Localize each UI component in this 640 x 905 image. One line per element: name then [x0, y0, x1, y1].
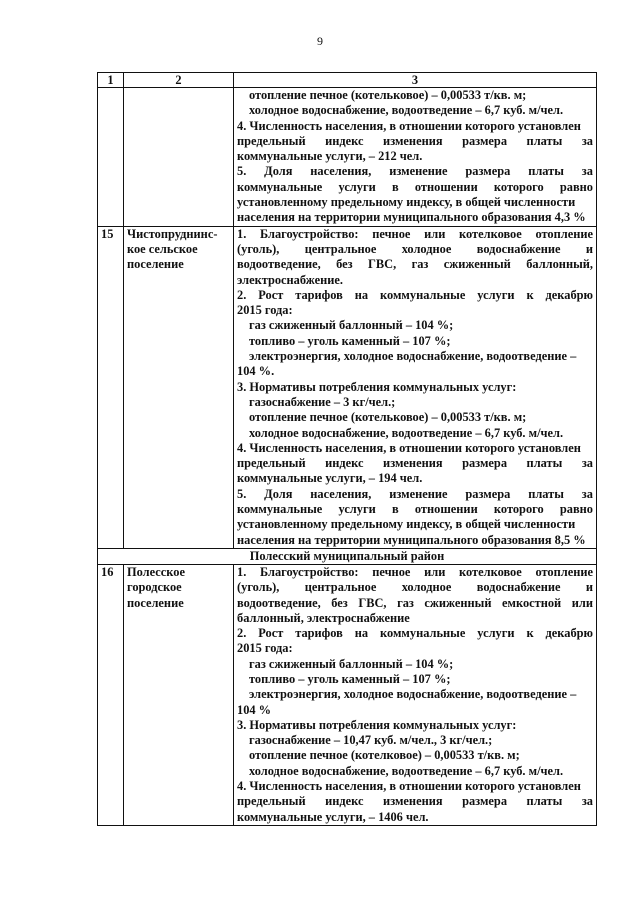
text-line: предельный индекс изменения размера платы за [237, 133, 593, 148]
text-line: 104 % [237, 702, 272, 717]
text-line: 4. Численность населения, в отношении которого установлен [237, 440, 581, 455]
name-line: поселение [127, 595, 184, 610]
row15-text [237, 227, 593, 548]
header-col-3: 3 [234, 73, 597, 88]
name-line: Полесское [127, 564, 185, 579]
text-line: (уголь), центральное холодное водоснабжение и [237, 241, 593, 256]
row16-text [237, 565, 593, 825]
text-line: 4. Численность населения, в отношении которого установлен [237, 779, 581, 794]
text-line: установленному предельному индексу, в общей численности [237, 195, 576, 210]
cell-description [234, 226, 597, 548]
text-line: 4. Численность населения, в отношении которого установлен [237, 118, 581, 133]
text-line: отопление печное (котельковое) – 0,00533 т/кв. м; [249, 88, 527, 102]
text-line: газоснабжение – 3 кг/чел.; [249, 394, 396, 409]
text-line: коммунальные услуги, – 194 чел. [237, 471, 423, 486]
text-line: 2015 года: [237, 303, 293, 318]
text-line: предельный индекс изменения размера платы за [237, 456, 593, 471]
indices-table [97, 72, 597, 826]
section-row [98, 548, 597, 564]
text-line: отопление печное (котелковое) – 0,00533 т/кв. м; [249, 748, 520, 763]
text-line: 5. Доля населения, изменение размера платы за [237, 164, 593, 179]
cell-num-empty [98, 88, 124, 227]
section-title: Полесский муниципальный район [98, 548, 597, 564]
row-number: 16 [98, 564, 124, 825]
table-row-16 [98, 564, 597, 825]
text-line: населения на территории муниципального образования 8,5 % [237, 532, 586, 547]
text-line: газ сжиженный баллонный – 104 %; [249, 318, 454, 333]
text-line: водоотведение, без ГВС, газ сжиженный баллонный, [237, 257, 593, 272]
municipality-name [124, 564, 234, 825]
header-col-1: 1 [98, 73, 124, 88]
text-line: электроэнергия, холодное водоснабжение, водоотведение – [249, 687, 577, 702]
text-line: 3. Нормативы потребления коммунальных услуг: [237, 379, 517, 394]
text-line: коммунальные услуги, – 1406 чел. [237, 809, 429, 824]
cell-name-empty [124, 88, 234, 227]
text-line: газоснабжение – 10,47 куб. м/чел., 3 кг/чел.; [249, 733, 493, 748]
cell-description [234, 564, 597, 825]
page-number: 9 [317, 34, 323, 48]
text-line: 5. Доля населения, изменение размера платы за [237, 486, 593, 501]
text-line: газ сжиженный баллонный – 104 %; [249, 656, 454, 671]
name-line: Чистопруднинс- [127, 226, 218, 241]
name-line: кое сельское [127, 241, 198, 256]
text-line: баллонный, электроснабжение [237, 610, 410, 625]
text-line: 2. Рост тарифов на коммунальные услуги к декабрю [237, 626, 593, 641]
text-line: коммунальные услуги, – 212 чел. [237, 149, 423, 164]
text-line: 3. Нормативы потребления коммунальных услуг: [237, 717, 517, 732]
text-line: (уголь), центральное холодное водоснабжение и [237, 580, 593, 595]
text-line: водоотведение, без ГВС, газ сжиженный емкостной или [237, 595, 593, 610]
text-line: населения на территории муниципального образования 4,3 % [237, 210, 586, 225]
text-line: отопление печное (котельковое) – 0,00533 т/кв. м; [249, 410, 527, 425]
municipality-name [124, 226, 234, 548]
text-line: 2. Рост тарифов на коммунальные услуги к декабрю [237, 287, 593, 302]
continuation-text [237, 88, 593, 226]
cell-description [234, 88, 597, 227]
table-row-continuation [98, 88, 597, 227]
text-line: топливо – уголь каменный – 107 %; [249, 333, 451, 348]
text-line: электроэнергия, холодное водоснабжение, водоотведение – [249, 349, 577, 364]
text-line: холодное водоснабжение, водоотведение – 6,7 куб. м/чел. [249, 425, 564, 440]
text-line: 1. Благоустройство: печное или котелковое отопление [237, 226, 593, 241]
text-line: установленному предельному индексу, в общей численности [237, 517, 576, 532]
text-line: 104 %. [237, 364, 275, 379]
text-line: 1. Благоустройство: печное или котелковое отопление [237, 564, 593, 579]
text-line: электроснабжение. [237, 272, 343, 287]
row-number: 15 [98, 226, 124, 548]
text-line: холодное водоснабжение, водоотведение – 6,7 куб. м/чел. [249, 763, 564, 778]
table-row-15 [98, 226, 597, 548]
text-line: 2015 года: [237, 641, 293, 656]
text-line: предельный индекс изменения размера платы за [237, 794, 593, 809]
text-line: холодное водоснабжение, водоотведение – 6,7 куб. м/чел. [249, 103, 564, 118]
text-line: коммунальные услуги в отношении которого равно [237, 179, 593, 194]
text-line: топливо – уголь каменный – 107 %; [249, 671, 451, 686]
table-header-row [98, 73, 597, 88]
name-line: городское [127, 580, 182, 595]
header-col-2: 2 [124, 73, 234, 88]
name-line: поселение [127, 257, 184, 272]
text-line: коммунальные услуги в отношении которого равно [237, 502, 593, 517]
